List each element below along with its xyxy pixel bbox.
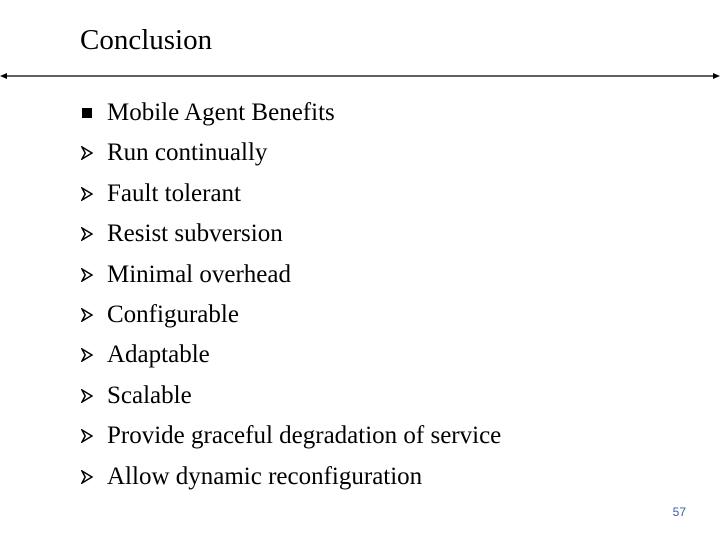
arrowhead-bullet-icon (80, 457, 94, 497)
bullet-text: Configurable (107, 300, 239, 328)
arrowhead-bullet-icon (80, 174, 94, 214)
bullet-text: Allow dynamic reconfiguration (107, 462, 423, 490)
arrowhead-bullet-icon (80, 416, 94, 456)
bullet-text: Scalable (107, 381, 192, 409)
page-number: 57 (672, 505, 686, 519)
bullet-text: Provide graceful degradation of service (107, 422, 502, 450)
square-bullet-icon (80, 93, 94, 133)
arrowhead-bullet-icon (80, 376, 94, 416)
bullet-text: Run continually (107, 139, 268, 167)
slide-title: Conclusion (80, 24, 213, 56)
list-item (0, 214, 640, 254)
list-item (0, 335, 640, 375)
bullet-text: Minimal overhead (107, 260, 291, 288)
bullet-list (0, 93, 640, 497)
arrowhead-bullet-icon (80, 214, 94, 254)
arrowhead-bullet-icon (80, 295, 94, 335)
title-divider-rule (0, 70, 720, 82)
list-item (0, 416, 640, 456)
list-item (0, 457, 640, 497)
bullet-text: Resist subversion (107, 220, 283, 248)
list-item (0, 174, 640, 214)
bullet-text: Adaptable (107, 341, 210, 369)
list-item (0, 255, 640, 295)
arrowhead-bullet-icon (80, 255, 94, 295)
list-item (0, 133, 640, 173)
arrowhead-bullet-icon (80, 133, 94, 173)
bullet-text: Mobile Agent Benefits (107, 99, 335, 126)
bullet-text: Fault tolerant (107, 179, 241, 207)
list-item (0, 376, 640, 416)
list-item (0, 93, 640, 133)
arrowhead-bullet-icon (80, 335, 94, 375)
list-item (0, 295, 640, 335)
